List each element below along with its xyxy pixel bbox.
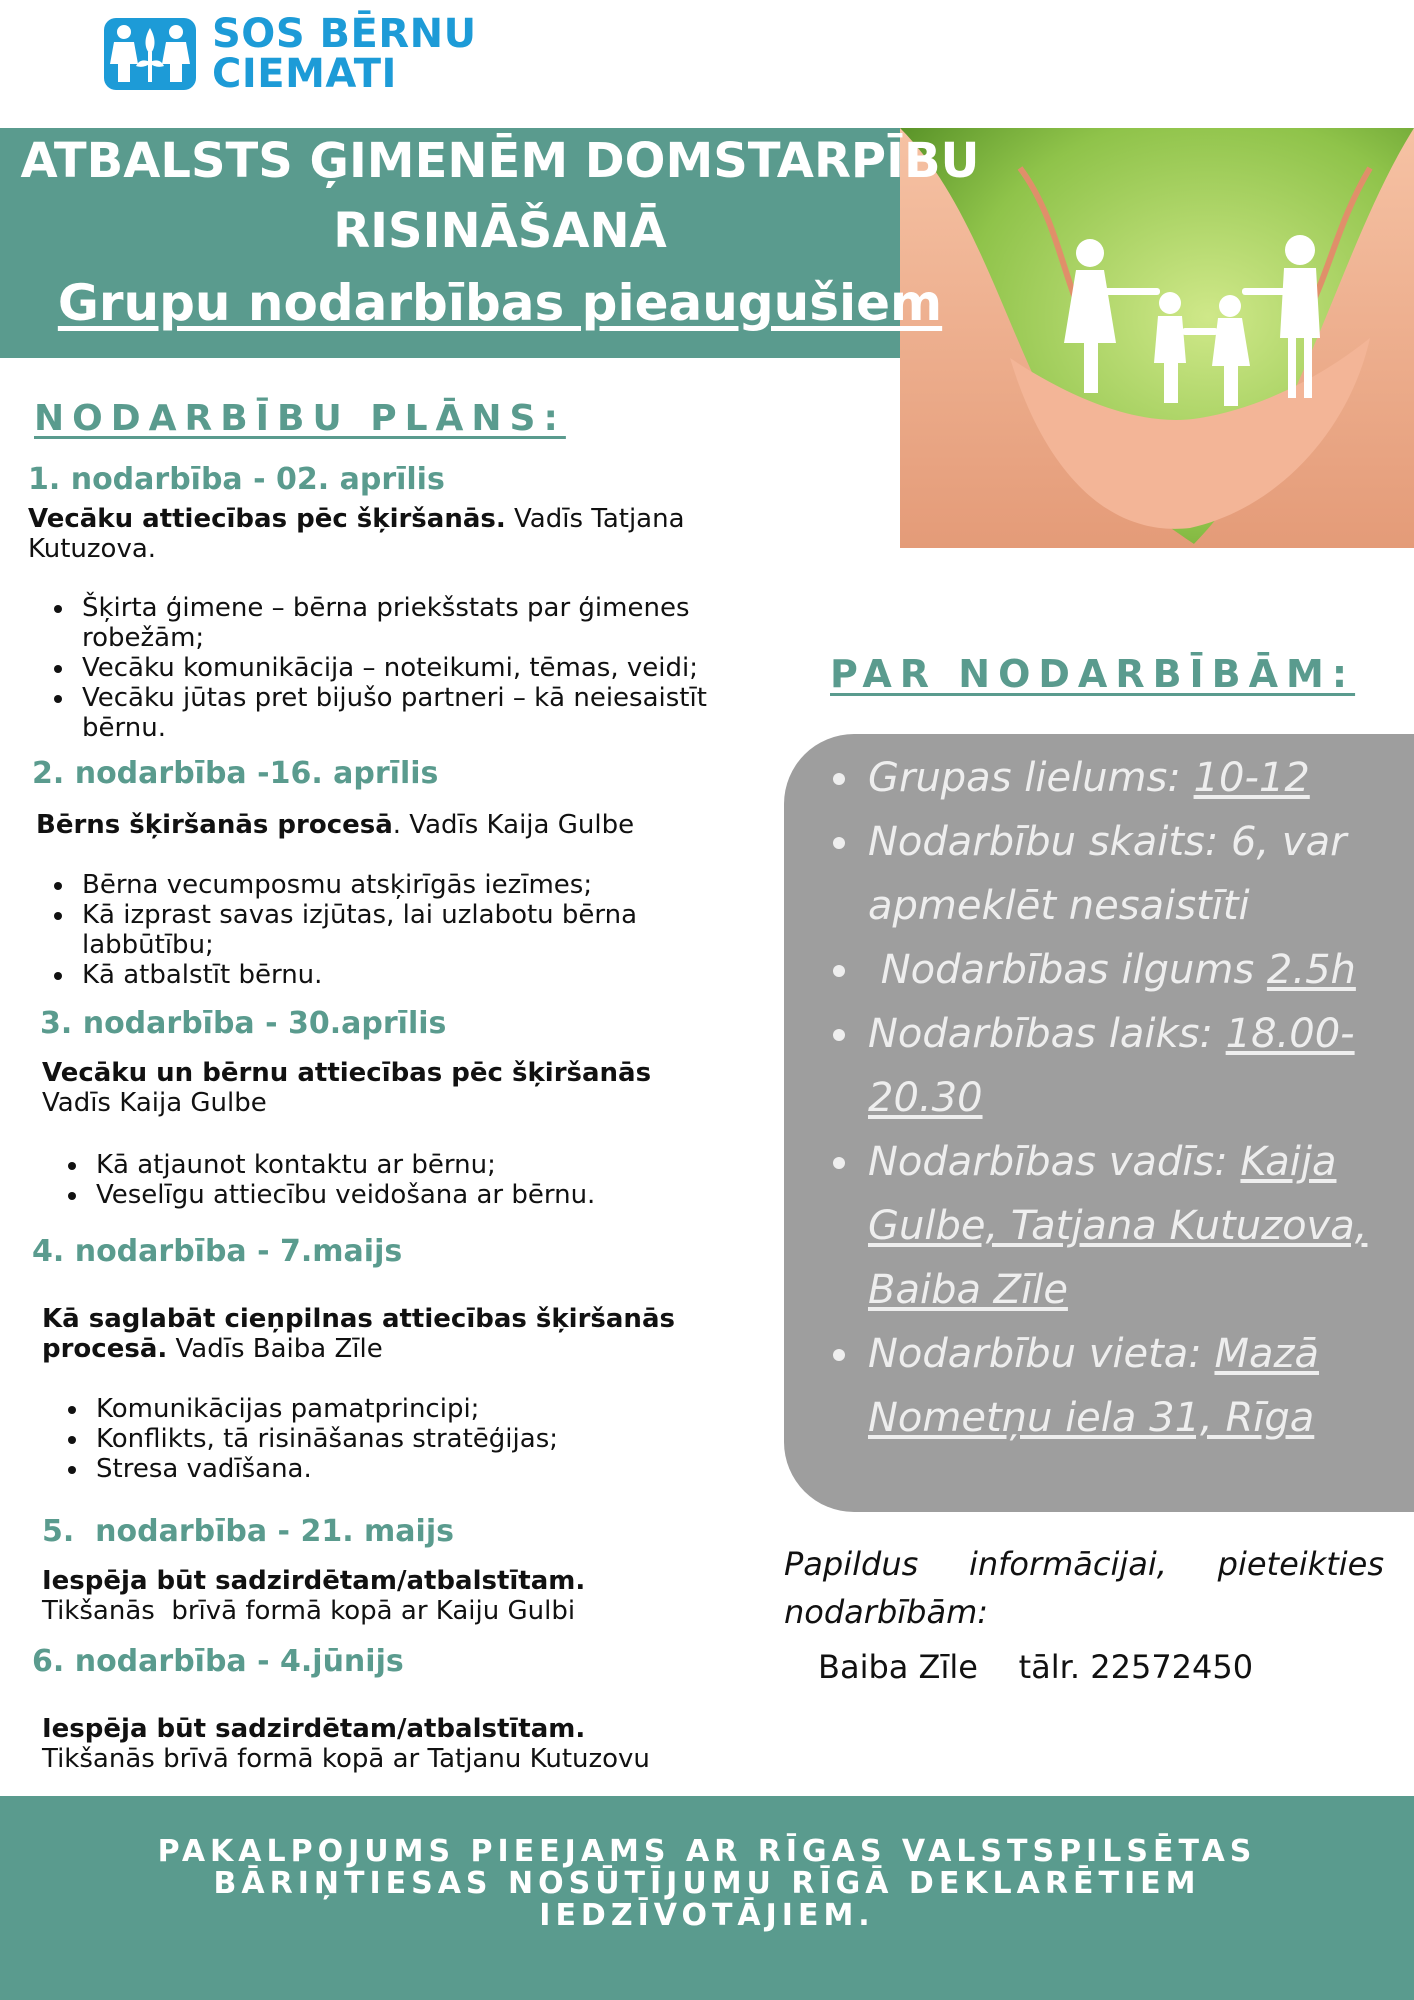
session-3-description — [42, 1058, 742, 1118]
list-item: • Stresa vadīšana. — [90, 1454, 770, 1484]
about-item-leaders — [864, 1130, 1414, 1322]
about-item-session-count — [864, 810, 1414, 938]
about-item-group-size — [864, 746, 1414, 810]
list-item: • Kā atbalstīt bērnu. — [76, 960, 736, 990]
about-label: Nodarbību vieta: — [868, 1331, 1215, 1377]
session-1-bullets — [28, 593, 796, 743]
contact-phone: tālr. 22572450 — [1018, 1648, 1254, 1686]
list-item: • Komunikācijas pamatprincipi; — [90, 1394, 770, 1424]
session-4-description — [42, 1304, 722, 1364]
session-1-topic: Vecāku attiecības pēc šķiršanās. — [28, 504, 506, 534]
footer-line-2: BĀRIŅTIESAS NOSŪTĪJUMU RĪGĀ DEKLARĒTIEM — [213, 1866, 1201, 1901]
about-value: 18.00-20.30 — [868, 1011, 1355, 1121]
session-2-title: 2. nodarbība -16. aprīlis — [32, 756, 439, 791]
footer-notice — [90, 1836, 1324, 1932]
about-label: Nodarbību skaits: 6, var apmeklēt nesaistīti — [868, 819, 1347, 929]
title-subtitle: Grupu nodarbības pieaugušiem — [57, 274, 943, 332]
session-6-leader: Tikšanās brīvā formā kopā ar Tatjanu Kutuzovu — [42, 1744, 650, 1774]
session-4-title: 4. nodarbība - 7.maijs — [32, 1234, 403, 1269]
contact-line — [818, 1648, 1253, 1686]
session-2-leader: . Vadīs Kaija Gulbe — [392, 810, 635, 840]
title-line-2: RISINĀŠANĀ — [333, 203, 667, 259]
session-5-description — [42, 1566, 742, 1626]
about-item-duration — [864, 938, 1414, 1002]
header-title — [0, 130, 1000, 336]
session-4-topic: Kā saglabāt cieņpilnas attiecības šķiršanās procesā. — [42, 1304, 675, 1364]
logo-line-2: CIEMATI — [212, 51, 397, 97]
list-item: • Šķirta ģimene – bērna priekšstats par ģimenes robežām; — [76, 593, 796, 653]
list-item: • Konflikts, tā risināšanas stratēģijas; — [90, 1424, 770, 1454]
about-item-time — [864, 1002, 1414, 1130]
session-4-leader: Vadīs Baiba Zīle — [167, 1334, 383, 1364]
footer-line-1: PAKALPOJUMS PIEEJAMS AR RĪGAS VALSTSPILSĒTAS — [157, 1834, 1257, 1869]
footer-line-3: IEDZĪVOTĀJIEM. — [539, 1898, 875, 1933]
logo-line-1: SOS BĒRNU — [212, 11, 477, 57]
about-value: 2.5h — [1266, 947, 1356, 993]
title-line-1: ATBALSTS ĢIMENĒM DOMSTARPĪBU — [20, 133, 980, 189]
session-5-topic: Iespēja būt sadzirdētam/atbalstītam. — [42, 1566, 586, 1596]
session-6-description — [42, 1714, 762, 1774]
about-item-venue — [864, 1322, 1414, 1450]
session-2-description — [36, 810, 756, 840]
session-1-description — [28, 504, 748, 564]
session-2-bullets — [28, 870, 736, 990]
about-value: Mazā Nometņu iela 31, Rīga — [868, 1331, 1320, 1441]
about-label: Grupas lielums: — [868, 755, 1194, 801]
session-5-leader: Tikšanās brīvā formā kopā ar Kaiju Gulbi — [42, 1596, 576, 1626]
session-1-title: 1. nodarbība - 02. aprīlis — [28, 462, 445, 497]
list-item: • Bērna vecumposmu atsķirīgās iezīmes; — [76, 870, 736, 900]
session-5-title: 5. nodarbība - 21. maijs — [42, 1514, 454, 1549]
session-2-topic: Bērns šķiršanās procesā — [36, 810, 393, 840]
list-item: • Vecāku komunikācija – noteikumi, tēmas, veidi; — [76, 653, 796, 683]
session-3-topic: Vecāku un bērnu attiecības pēc šķiršanās — [42, 1058, 652, 1088]
about-label: Nodarbības laiks: — [868, 1011, 1226, 1057]
list-item: • Veselīgu attiecību veidošana ar bērnu. — [90, 1180, 770, 1210]
session-3-title: 3. nodarbība - 30.aprīlis — [40, 1006, 447, 1041]
about-list — [824, 746, 1414, 1450]
sos-logo — [104, 11, 477, 97]
additional-info: Papildus informācijai, pieteikties nodarbībām: — [784, 1545, 1384, 1631]
session-1-leader: Vadīs Tatjana Kutuzova. — [28, 504, 685, 564]
family-logo-icon — [104, 18, 196, 90]
plan-heading: NODARBĪBU PLĀNS: — [34, 398, 566, 439]
list-item: • Kā izprast savas izjūtas, lai uzlabotu bērna labbūtību; — [76, 900, 736, 960]
about-label: Nodarbības vadīs: — [868, 1139, 1241, 1185]
session-6-title: 6. nodarbība - 4.jūnijs — [32, 1644, 404, 1679]
session-3-bullets — [42, 1150, 770, 1210]
list-item: • Vecāku jūtas pret bijušo partneri – kā neiesaistīt bērnu. — [76, 683, 796, 743]
about-value: Kaija Gulbe, Tatjana Kutuzova, Baiba Zīle — [868, 1139, 1368, 1313]
list-item: • Kā atjaunot kontaktu ar bērnu; — [90, 1150, 770, 1180]
contact-name: Baiba Zīle — [818, 1648, 978, 1686]
session-3-leader: Vadīs Kaija Gulbe — [42, 1088, 267, 1118]
about-label: Nodarbības ilgums — [868, 947, 1267, 993]
session-4-bullets — [42, 1394, 770, 1484]
about-heading: PAR NODARBĪBĀM: — [830, 652, 1356, 696]
about-value: 10-12 — [1193, 755, 1310, 801]
session-6-topic: Iespēja būt sadzirdētam/atbalstītam. — [42, 1714, 586, 1744]
